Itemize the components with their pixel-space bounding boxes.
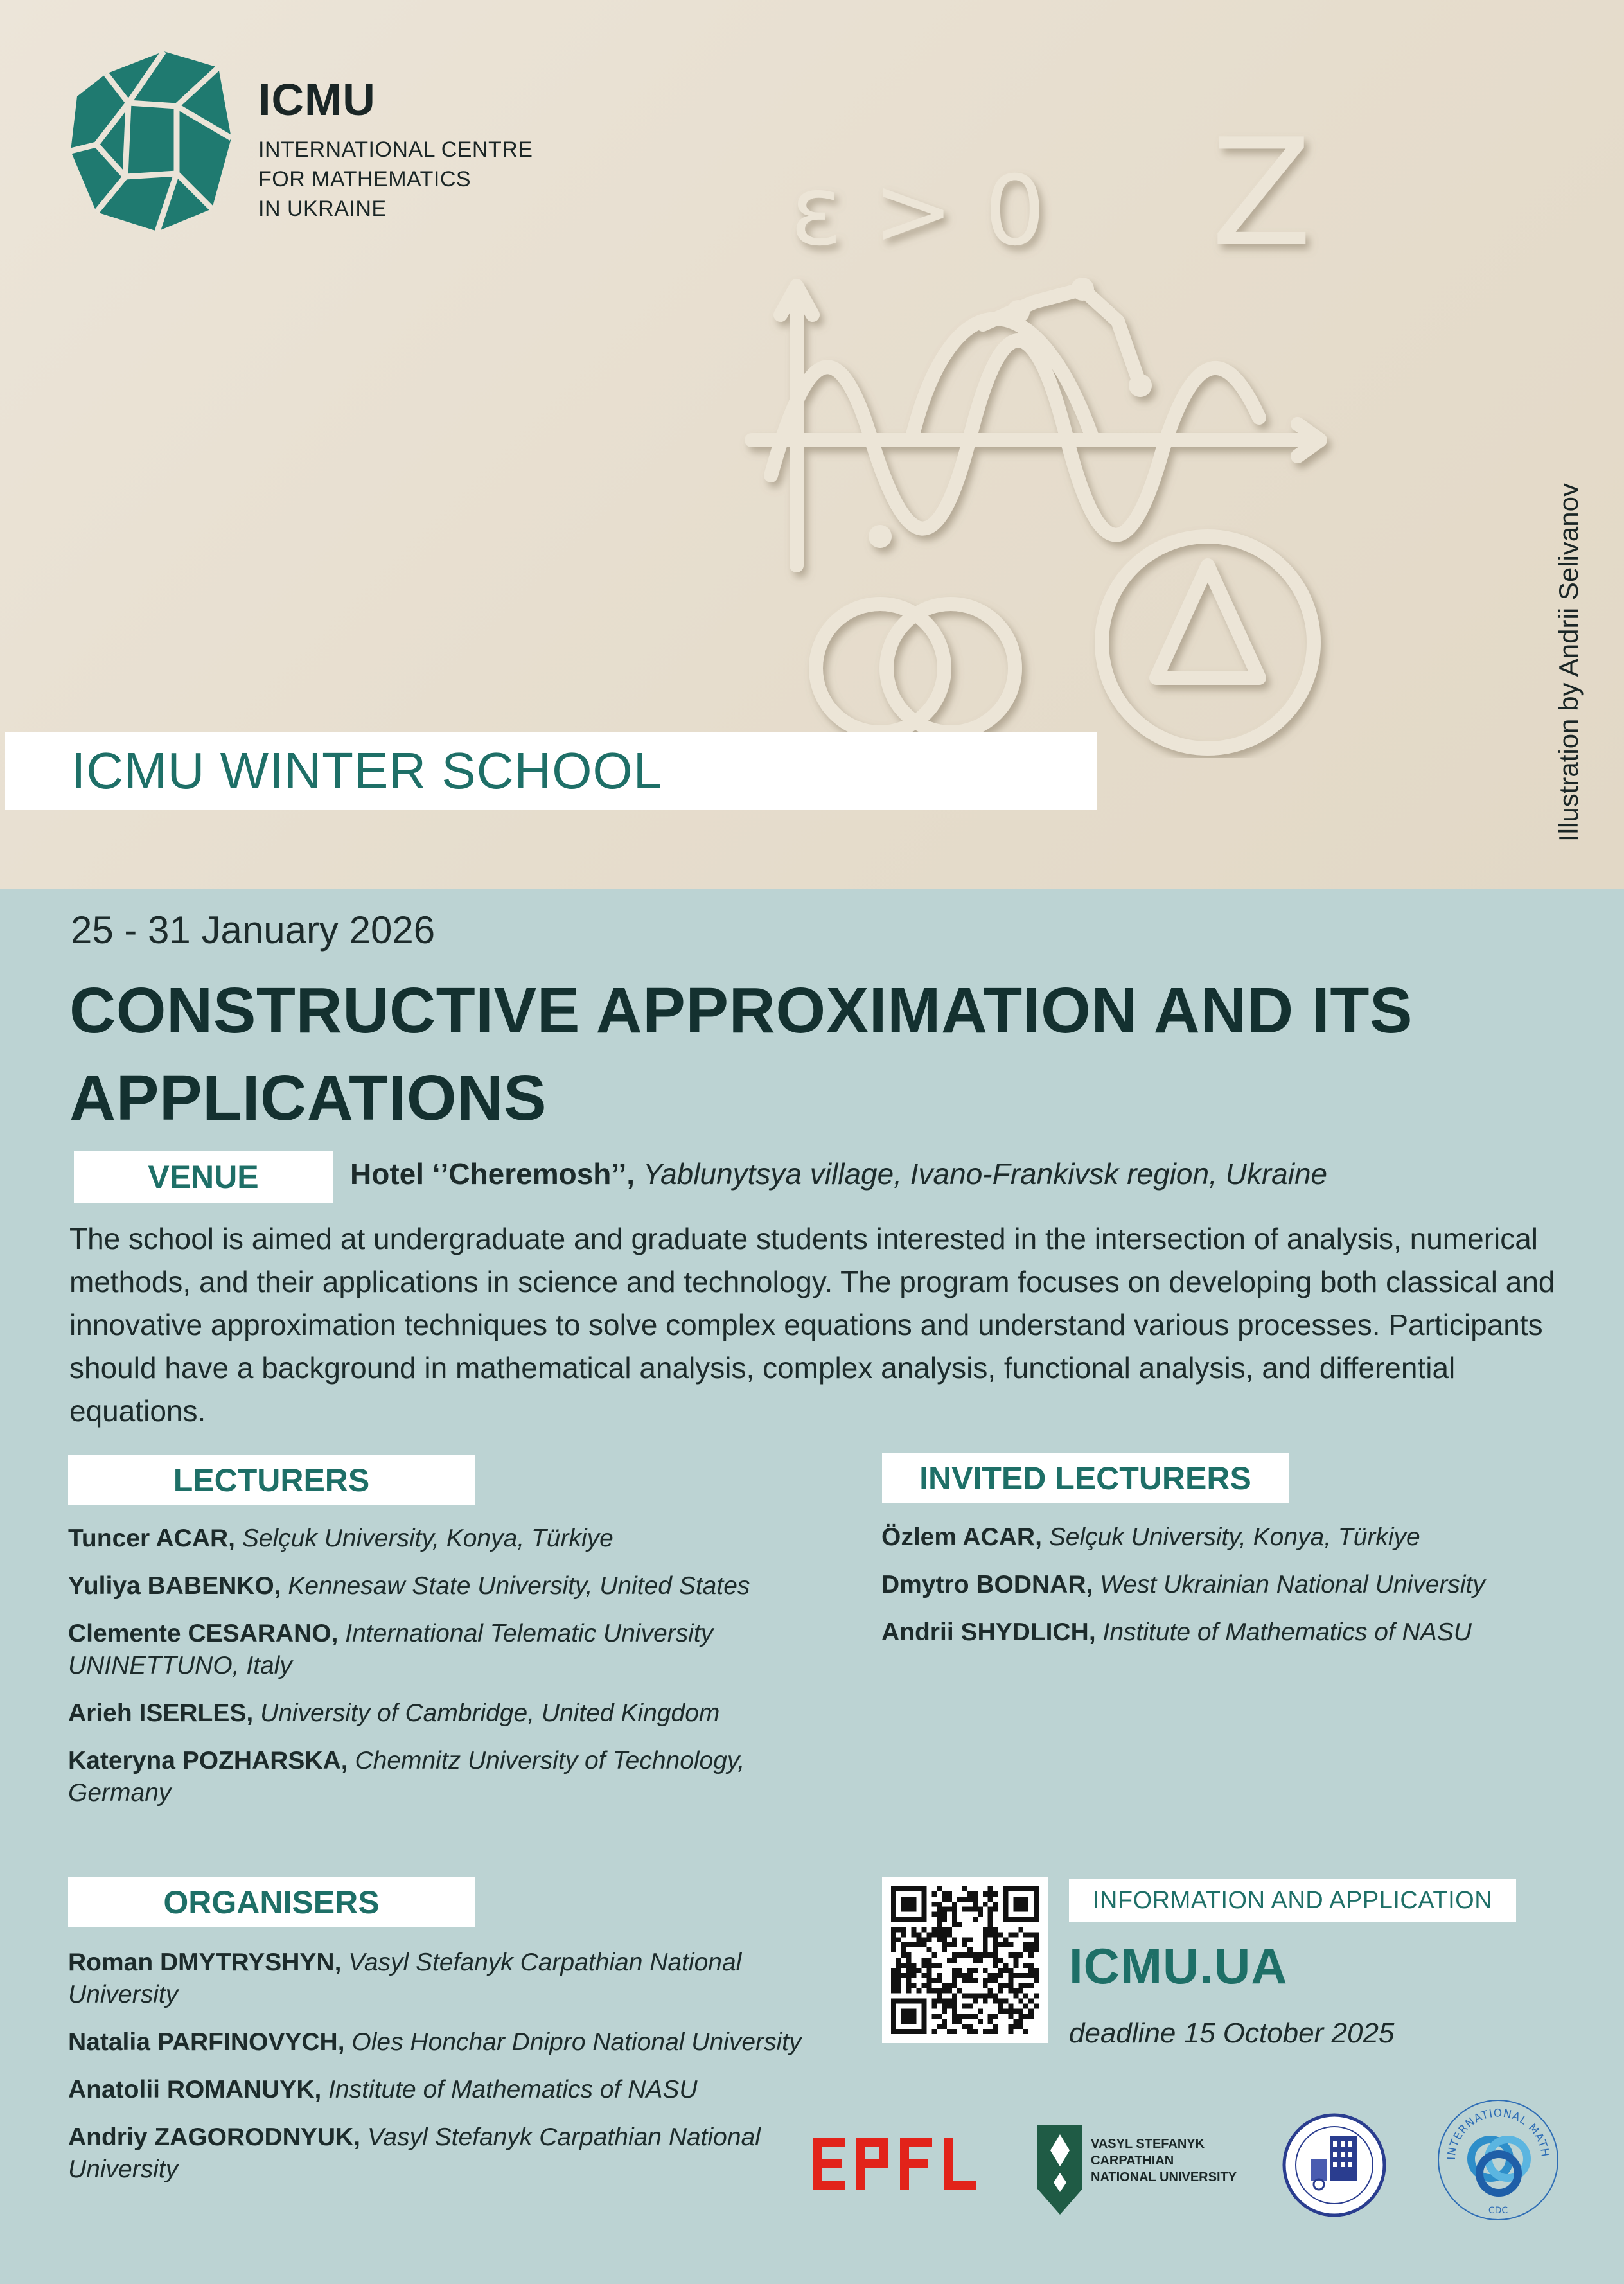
person-affiliation: Institute of Mathematics of NASU: [1102, 1618, 1472, 1646]
person-name: Anatolii ROMANUYK,: [68, 2076, 322, 2103]
venue-name: Hotel ‘’Cheremosh’’,: [350, 1157, 635, 1191]
icmu-logo-mark-icon: [67, 48, 234, 235]
logo-name-line: FOR MATHEMATICS: [258, 167, 472, 191]
logo-name-line: IN UKRAINE: [258, 197, 387, 221]
invited-lecturers-list: [881, 1521, 1556, 1664]
application-deadline: deadline 15 October 2025: [1069, 2017, 1395, 2049]
person-affiliation: Vasyl Stefanyk Carpathian National University: [68, 1949, 742, 2008]
list-item: [68, 1697, 826, 1730]
z-symbol: Z: [1211, 116, 1312, 279]
person-affiliation: West Ukrainian National University: [1100, 1571, 1485, 1598]
logo-name-line: INTERNATIONAL CENTRE: [258, 137, 533, 162]
point-marker: [869, 525, 892, 548]
list-item: [68, 2026, 826, 2058]
person-name: Arieh ISERLES,: [68, 1699, 254, 1727]
lecturers-list: [68, 1523, 826, 1825]
math-symbols-illustration: [732, 116, 1368, 758]
person-name: Kateryna POZHARSKA,: [68, 1747, 348, 1775]
point-marker: [1071, 278, 1094, 301]
list-item: [881, 1569, 1556, 1601]
vscnu-name-line: VASYL STEFANYK: [1091, 2137, 1205, 2151]
epfl-logo: [813, 2132, 989, 2196]
lecturers-label: LECTURERS: [68, 1455, 475, 1505]
person-name: Clemente CESARANO,: [68, 1620, 339, 1647]
point-marker: [1129, 374, 1152, 397]
vscnu-name-line: CARPATHIAN: [1091, 2154, 1174, 2168]
dnipro-university-logo: [1282, 2111, 1388, 2220]
winter-school-title: ICMU WINTER SCHOOL: [71, 742, 663, 799]
person-name: Tuncer ACAR,: [68, 1525, 236, 1552]
venue-details: [350, 1156, 1327, 1191]
organisers-label: ORGANISERS: [68, 1877, 475, 1927]
venue-label: VENUE: [74, 1151, 333, 1203]
list-item: [68, 2121, 826, 2186]
website-link[interactable]: ICMU.UA: [1069, 1938, 1288, 1994]
information-application-label: INFORMATION AND APPLICATION: [1069, 1879, 1516, 1922]
imu-cdc-logo: [1436, 2098, 1561, 2223]
venue-location: Yablunytsya village, Ivano-Frankivsk region, Ukraine: [642, 1157, 1328, 1191]
organisers-list: [68, 1947, 826, 2201]
person-affiliation: International Telematic University UNINETTUNO, Italy: [68, 1620, 714, 1679]
epsilon-symbol: ε > 0: [790, 155, 1046, 267]
person-affiliation: Selçuk University, Konya, Türkiye: [1048, 1523, 1420, 1551]
event-title: CONSTRUCTIVE APPROXIMATION AND ITS APPLICATIONS: [69, 975, 1413, 1134]
person-name: Andriy ZAGORODNYUK,: [68, 2123, 361, 2151]
logo-abbreviation: ICMU: [258, 75, 376, 125]
list-item: [881, 1616, 1556, 1649]
person-affiliation: University of Cambridge, United Kingdom: [260, 1699, 720, 1727]
person-name: Natalia PARFINOVYCH,: [68, 2028, 345, 2056]
event-dates: 25 - 31 January 2026: [71, 908, 436, 952]
person-affiliation: Vasyl Stefanyk Carpathian National University: [68, 2123, 761, 2183]
list-item: [68, 1947, 826, 2011]
person-affiliation: Kennesaw State University, United States: [288, 1572, 750, 1600]
person-name: Andrii SHYDLICH,: [881, 1618, 1096, 1646]
person-affiliation: Selçuk University, Konya, Türkiye: [242, 1525, 613, 1552]
person-name: Özlem ACAR,: [881, 1523, 1042, 1551]
list-item: [68, 1570, 826, 1602]
header-illustration-area: [0, 0, 1624, 889]
application-qr-code[interactable]: [882, 1877, 1048, 2043]
school-description: The school is aimed at undergraduate and graduate students interested in the intersection of analysis, numerical methods, and their applications in science and technology. The program focuses on developing both classical and innovative approximation techniques to solve complex equations and understand various processes. Participants should have a background in mathematical analysis, complex analysis, functional analysis, and differential equations.: [69, 1222, 1555, 1428]
imu-knot-icon: [1436, 2098, 1561, 2223]
list-item: [881, 1521, 1556, 1554]
person-name: Yuliya BABENKO,: [68, 1572, 281, 1600]
imu-ring-text: INTERNATIONAL MATH: [1445, 2107, 1552, 2161]
icmu-logo[interactable]: [67, 48, 581, 235]
list-item: [68, 1745, 826, 1809]
vscnu-name-line: NATIONAL UNIVERSITY: [1091, 2170, 1237, 2184]
invited-lecturers-label: INVITED LECTURERS: [882, 1453, 1289, 1503]
list-item: [68, 1618, 826, 1682]
winter-school-banner: [5, 732, 1097, 810]
qr-code-icon: [891, 1886, 1039, 2034]
person-affiliation: Chemnitz University of Technology, Germany: [68, 1747, 745, 1807]
person-name: Roman DMYTRYSHYN,: [68, 1949, 342, 1976]
logo-full-name: [258, 135, 533, 224]
imu-sub-label: CDC: [1488, 2206, 1508, 2216]
point-marker: [1007, 300, 1030, 323]
list-item: [68, 1523, 826, 1555]
person-affiliation: Oles Honchar Dnipro National University: [351, 2028, 802, 2056]
vscnu-name: [1091, 2136, 1237, 2186]
person-name: Dmytro BODNAR,: [881, 1571, 1093, 1598]
vscnu-shield-icon: [1034, 2121, 1086, 2218]
list-item: [68, 2074, 826, 2106]
illustration-credit: Illustration by Andrii Selivanov: [1553, 483, 1584, 842]
person-affiliation: Institute of Mathematics of NASU: [328, 2076, 698, 2103]
triangle: [1156, 565, 1259, 678]
vscnu-logo: [1034, 2121, 1246, 2218]
